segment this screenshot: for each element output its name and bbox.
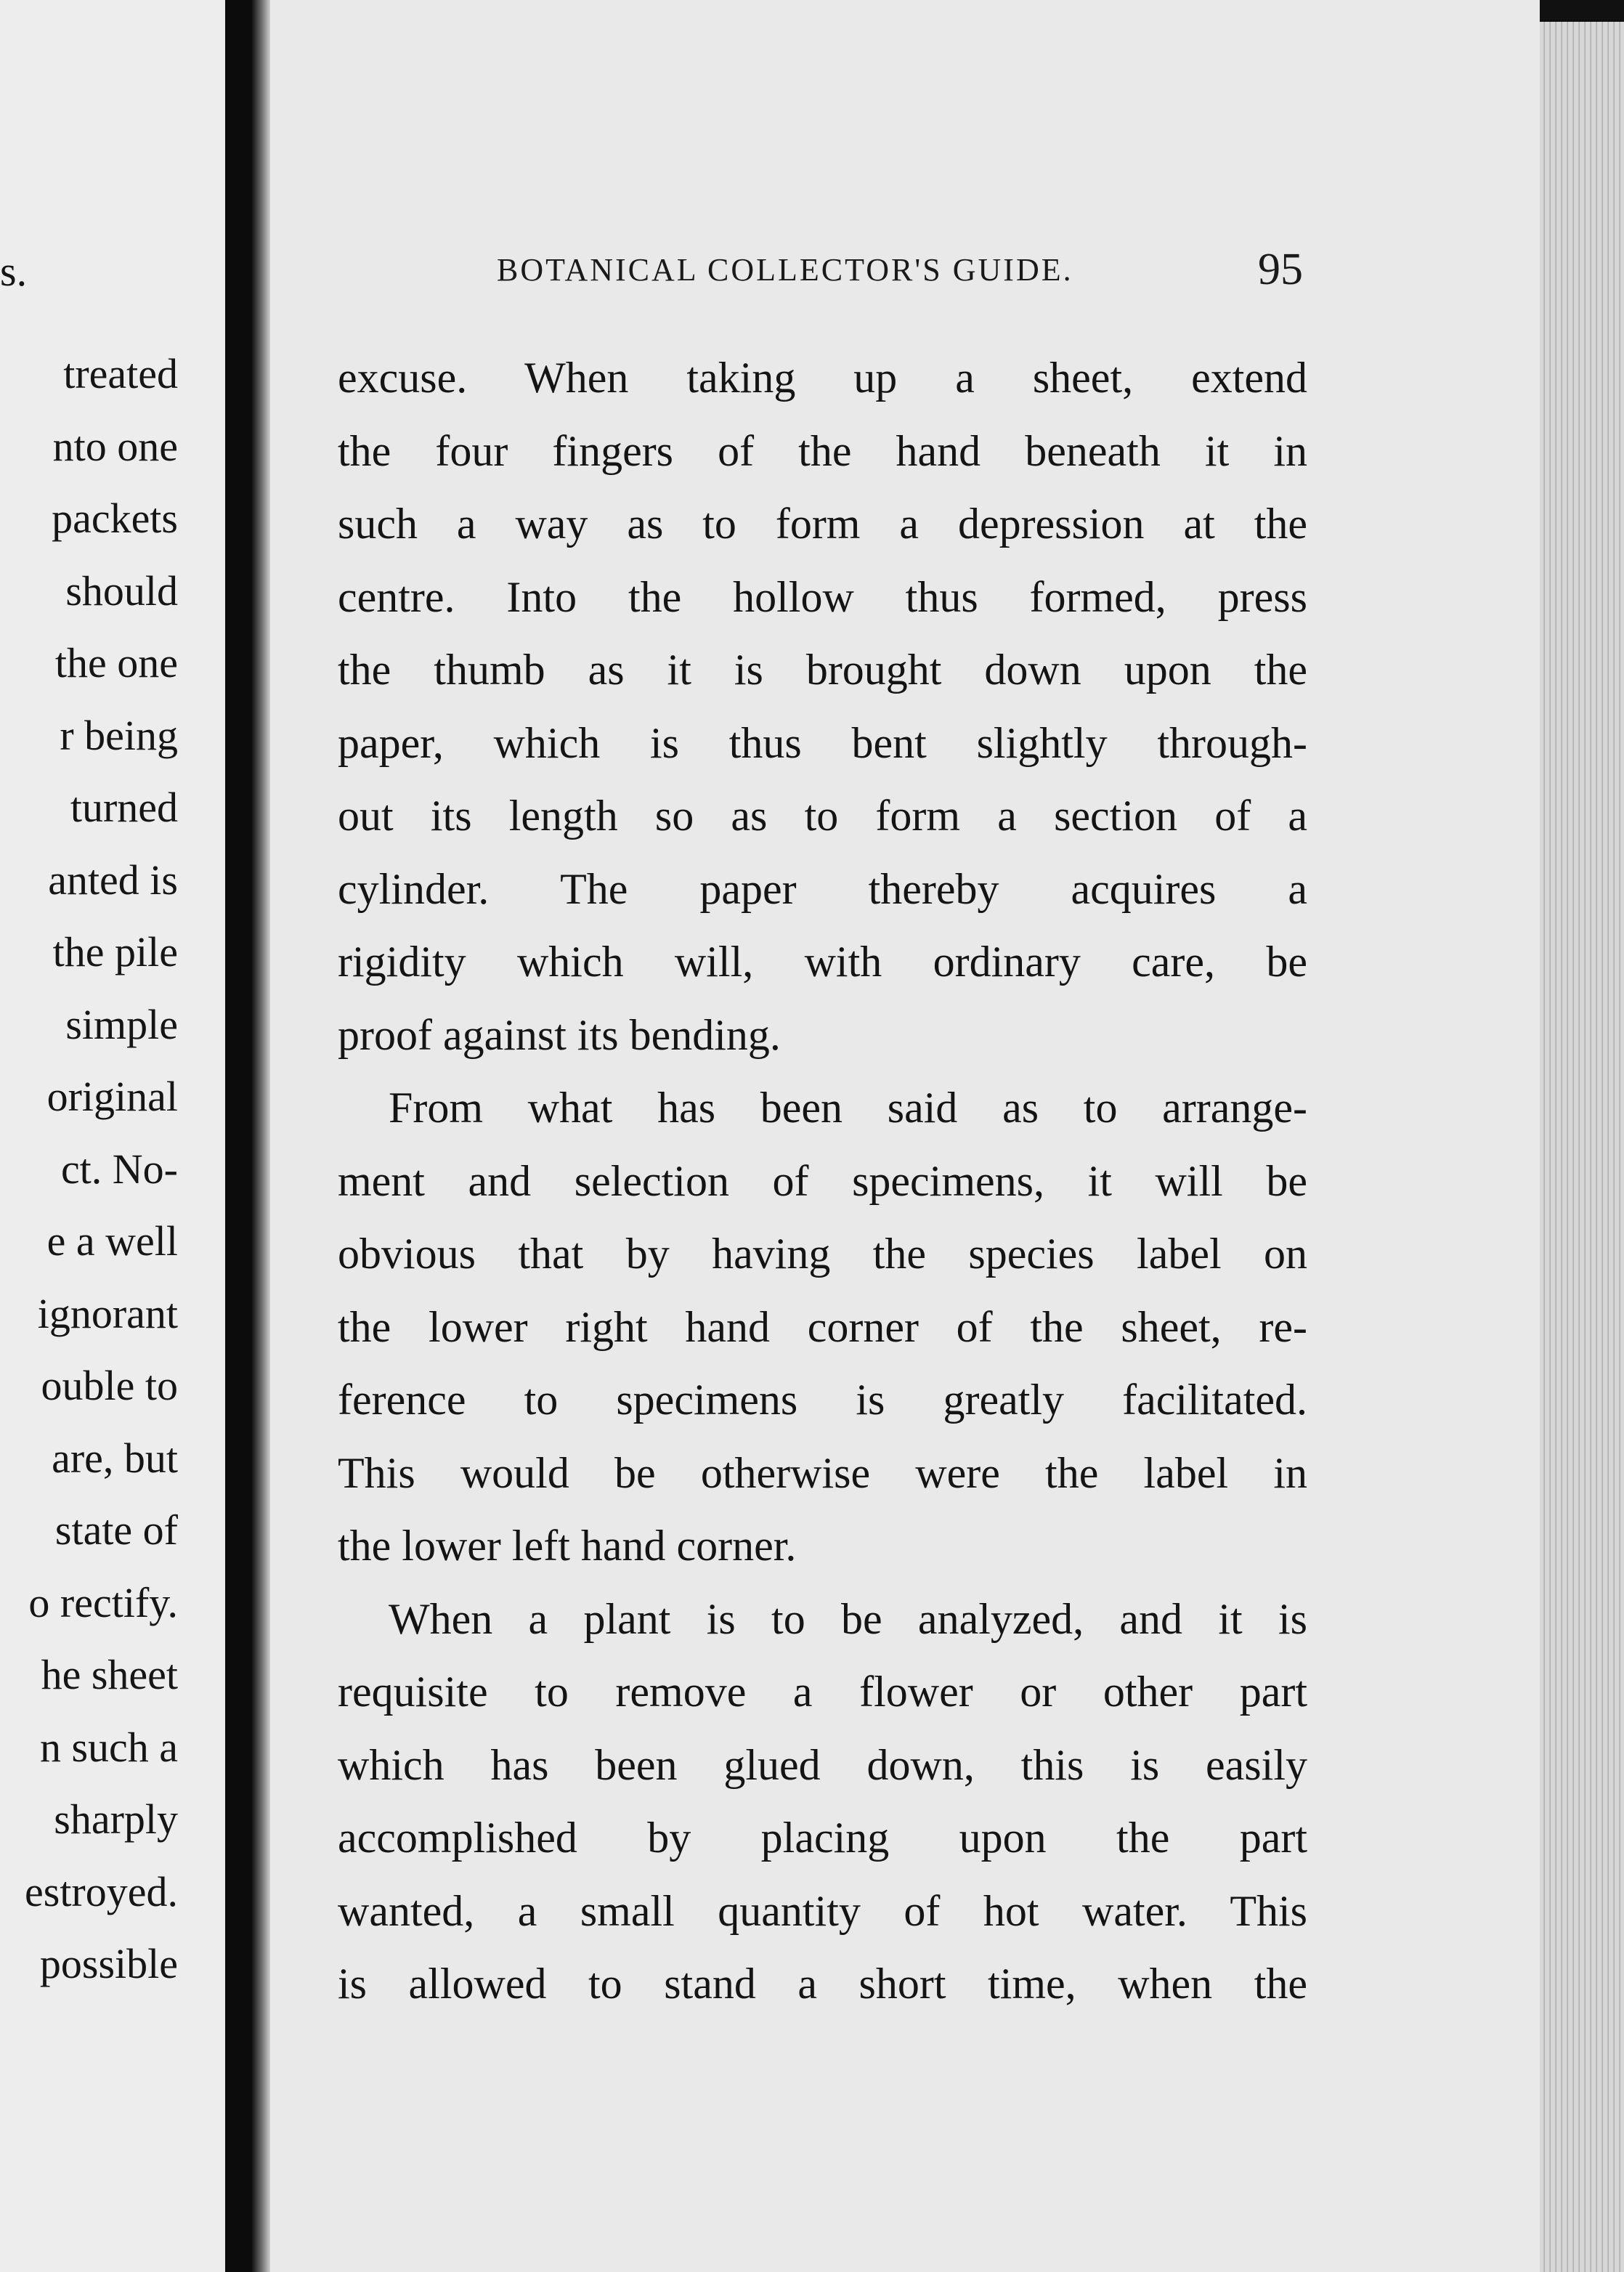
text-line: excuse. When taking up a sheet, extend bbox=[338, 354, 1307, 402]
paragraph bbox=[338, 1583, 1307, 2021]
left-text-line: sharply bbox=[54, 1796, 178, 1843]
text-line: ment and selection of specimens, it will be bbox=[338, 1156, 1307, 1205]
left-text-line: simple bbox=[65, 1000, 178, 1048]
left-text-line: original bbox=[46, 1073, 178, 1120]
text-line: cylinder. The paper thereby acquires a bbox=[338, 864, 1307, 913]
text-line: which has been glued down, this is easily bbox=[338, 1740, 1307, 1789]
text-line: proof against its bending. bbox=[338, 1010, 781, 1059]
left-text-line: should bbox=[65, 567, 178, 614]
text-line: the four fingers of the hand beneath it in bbox=[338, 426, 1307, 475]
text-line: the thumb as it is brought down upon the bbox=[338, 646, 1307, 694]
left-text-line: ct. No- bbox=[60, 1145, 178, 1193]
left-page-text bbox=[0, 338, 178, 2000]
left-text-line: turned bbox=[70, 784, 178, 831]
left-page-fragment bbox=[0, 0, 225, 2272]
text-line: From what has been said as to arrange- bbox=[389, 1084, 1307, 1132]
left-text-line: o rectify. bbox=[28, 1578, 178, 1626]
text-line: centre. Into the hollow thus formed, press bbox=[338, 572, 1307, 621]
text-line: such a way as to form a depression at the bbox=[338, 500, 1307, 548]
left-text-line: anted is bbox=[48, 856, 178, 904]
text-line: ference to specimens is greatly facilitated. bbox=[338, 1376, 1307, 1424]
body-text bbox=[338, 341, 1307, 2021]
left-text-line: are, but bbox=[52, 1434, 178, 1482]
left-text-line: nto one bbox=[52, 422, 178, 470]
text-line: paper, which is thus bent slightly through- bbox=[338, 718, 1307, 767]
text-line: the lower left hand corner. bbox=[338, 1522, 797, 1570]
text-line: out its length so as to form a section of a bbox=[338, 792, 1307, 840]
left-text-line: e a well bbox=[46, 1217, 178, 1265]
page-number: 95 bbox=[1258, 245, 1303, 294]
left-text-line: state of bbox=[54, 1506, 178, 1554]
text-line: requisite to remove a flower or other part bbox=[338, 1668, 1307, 1716]
text-line: is allowed to stand a short time, when the bbox=[338, 1960, 1307, 2008]
left-text-line: the pile bbox=[52, 928, 178, 975]
page-edges bbox=[1540, 0, 1624, 2272]
left-text-line: ouble to bbox=[41, 1362, 178, 1409]
left-running-head-fragment: s. bbox=[0, 248, 28, 295]
left-text-line: estroyed. bbox=[25, 1867, 178, 1915]
text-line: When a plant is to be analyzed, and it is bbox=[389, 1594, 1307, 1643]
left-text-line: he sheet bbox=[41, 1651, 178, 1698]
running-head-title: BOTANICAL COLLECTOR'S GUIDE. bbox=[497, 252, 1073, 288]
text-line: This would be otherwise were the label in bbox=[338, 1448, 1307, 1497]
left-text-line: packets bbox=[52, 495, 178, 542]
text-line: rigidity which will, with ordinary care, be bbox=[338, 938, 1307, 986]
text-line: the lower right hand corner of the sheet, re- bbox=[338, 1302, 1307, 1351]
paragraph bbox=[338, 1071, 1307, 1583]
running-head bbox=[497, 244, 1303, 302]
page-edge-top-border bbox=[1540, 0, 1624, 22]
gutter-shadow bbox=[251, 0, 270, 2272]
text-line: obvious that by having the species label on bbox=[338, 1230, 1307, 1278]
text-line: accomplished by placing upon the part bbox=[338, 1814, 1307, 1862]
left-text-line: treated bbox=[63, 350, 178, 397]
left-text-line: ignorant bbox=[37, 1289, 178, 1337]
left-text-line: r being bbox=[60, 711, 178, 759]
left-text-line: possible bbox=[39, 1940, 178, 1987]
paragraph bbox=[338, 341, 1307, 1071]
left-text-line: the one bbox=[54, 639, 178, 686]
left-text-line: n such a bbox=[39, 1723, 178, 1771]
text-line: wanted, a small quantity of hot water. This bbox=[338, 1886, 1307, 1935]
